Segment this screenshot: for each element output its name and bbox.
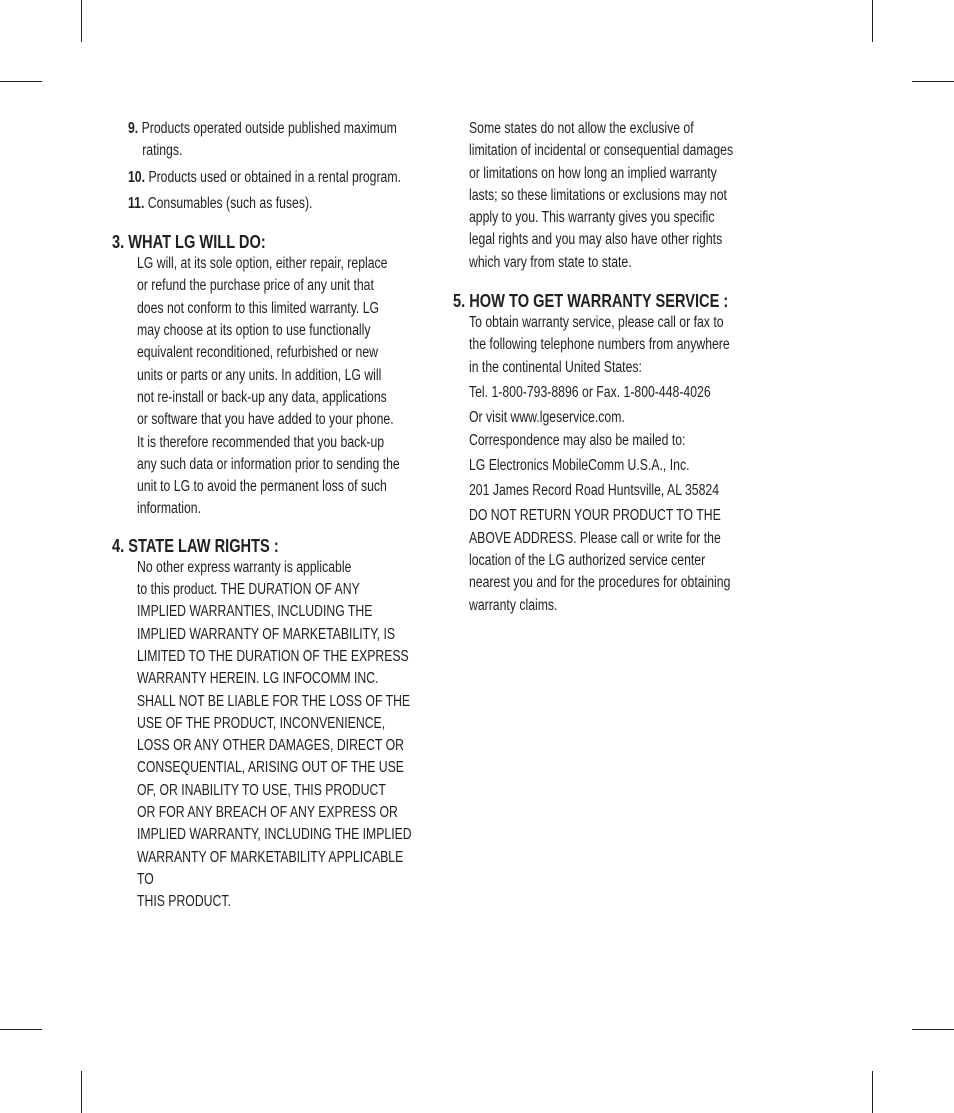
state-rights-continued (453, 118, 753, 274)
text-line: lasts; so these limitations or exclusions may not (469, 186, 727, 204)
text-line: does not conform to this limited warranty. LG (137, 299, 380, 317)
mailing-address: 201 James Record Road Huntsville, AL 35824 (469, 482, 720, 500)
text-line: which vary from state to state. (469, 253, 632, 271)
text-line: legal rights and you may also have other rights (469, 231, 723, 249)
list-item (112, 118, 418, 163)
text-line: nearest you and for the procedures for obtaining (469, 574, 731, 592)
list-text: Products used or obtained in a rental program. (148, 168, 401, 186)
crop-mark (872, 1071, 873, 1113)
section-body (112, 557, 418, 914)
text-line: No other express warranty is applicable (137, 558, 352, 576)
company-name: LG Electronics MobileComm U.S.A., Inc. (469, 456, 690, 474)
list-number: 11. (128, 194, 145, 212)
text-line: location of the LG authorized service center (469, 552, 706, 570)
list-number: 9. (128, 120, 139, 137)
text-line: THIS PRODUCT. (137, 893, 231, 911)
text-line: warranty claims. (469, 596, 558, 614)
text-line: Some states do not allow the exclusive of (469, 120, 694, 137)
list-item (112, 167, 418, 189)
section-warranty-service (453, 290, 753, 617)
text-line: information. (137, 500, 201, 518)
text-line: unit to LG to avoid the permanent loss of such (137, 478, 387, 496)
crop-mark (912, 1029, 954, 1030)
text-line: OF, OR INABILITY TO USE, THIS PRODUCT (137, 781, 386, 799)
text-line: OR FOR ANY BREACH OF ANY EXPRESS OR (137, 804, 398, 822)
section-state-law-rights (112, 535, 418, 914)
text-line: IMPLIED WARRANTY, INCLUDING THE IMPLIED (137, 826, 412, 844)
section-what-lg-will-do (112, 231, 418, 521)
text-line: not re-install or back-up any data, applications (137, 388, 387, 406)
text-line: WARRANTY HEREIN. LG INFOCOMM INC. (137, 670, 379, 688)
text-line: SHALL NOT BE LIABLE FOR THE LOSS OF THE (137, 692, 411, 710)
crop-mark (912, 81, 954, 82)
text-line: limitation of incidental or consequential damages (469, 142, 734, 160)
text-line: LOSS OR ANY OTHER DAMAGES, DIRECT OR (137, 737, 404, 755)
text-line: may choose at its option to use functionally (137, 322, 371, 340)
text-line: or limitations on how long an implied warranty (469, 164, 717, 182)
text-line: IMPLIED WARRANTIES, INCLUDING THE (137, 603, 373, 621)
text-line: units or parts or any units. In addition, LG will (137, 366, 382, 384)
text-line: Correspondence may also be mailed to: (469, 431, 686, 449)
section-heading: 3. WHAT LG WILL DO: (112, 231, 266, 253)
crop-mark (0, 1029, 42, 1030)
text-line: or software that you have added to your phone. (137, 411, 394, 429)
list-number: 10. (128, 168, 146, 186)
text-line: the following telephone numbers from anywhere (469, 336, 730, 354)
list-item (112, 193, 418, 215)
text-line: equivalent reconditioned, refurbished or new (137, 344, 378, 362)
crop-mark (0, 81, 42, 82)
section-heading: 5. HOW TO GET WARRANTY SERVICE : (453, 290, 729, 312)
text-line: CONSEQUENTIAL, ARISING OUT OF THE USE (137, 759, 404, 777)
text-line: DO NOT RETURN YOUR PRODUCT TO THE (469, 507, 721, 525)
text-line: LIMITED TO THE DURATION OF THE EXPRESS (137, 647, 409, 665)
list-text: Products operated outside published maximum (141, 120, 397, 137)
text-line: ABOVE ADDRESS. Please call or write for the (469, 529, 721, 547)
list-text: Consumables (such as fuses). (147, 194, 313, 212)
text-line: LG will, at its sole option, either repair, replace (137, 255, 388, 273)
crop-mark (872, 0, 873, 42)
text-line: To obtain warranty service, please call or fax to (469, 314, 724, 332)
crop-mark (81, 0, 82, 42)
text-line: apply to you. This warranty gives you specific (469, 209, 715, 227)
section-body (112, 253, 418, 521)
text-line: to this product. THE DURATION OF ANY (137, 581, 360, 599)
text-line: It is therefore recommended that you back-up (137, 433, 385, 451)
phone-numbers: Tel. 1-800-793-8896 or Fax. 1-800-448-4026 (469, 383, 711, 401)
text-line: any such data or information prior to sending the (137, 455, 400, 473)
section-body (453, 312, 753, 617)
text-line: in the continental United States: (469, 358, 642, 376)
section-heading: 4. STATE LAW RIGHTS : (112, 534, 279, 556)
left-column (112, 118, 418, 914)
text-line: WARRANTY OF MARKETABILITY APPLICABLE TO (137, 848, 404, 888)
list-text-continued: ratings. (142, 142, 183, 160)
right-column (453, 118, 753, 617)
crop-mark (81, 1071, 82, 1113)
text-line: IMPLIED WARRANTY OF MARKETABILITY, IS (137, 625, 396, 643)
exclusions-list (112, 118, 418, 215)
text-line: Or visit www.lgeservice.com. (469, 409, 625, 427)
text-line: USE OF THE PRODUCT, INCONVENIENCE, (137, 714, 386, 732)
text-line: or refund the purchase price of any unit that (137, 277, 374, 295)
